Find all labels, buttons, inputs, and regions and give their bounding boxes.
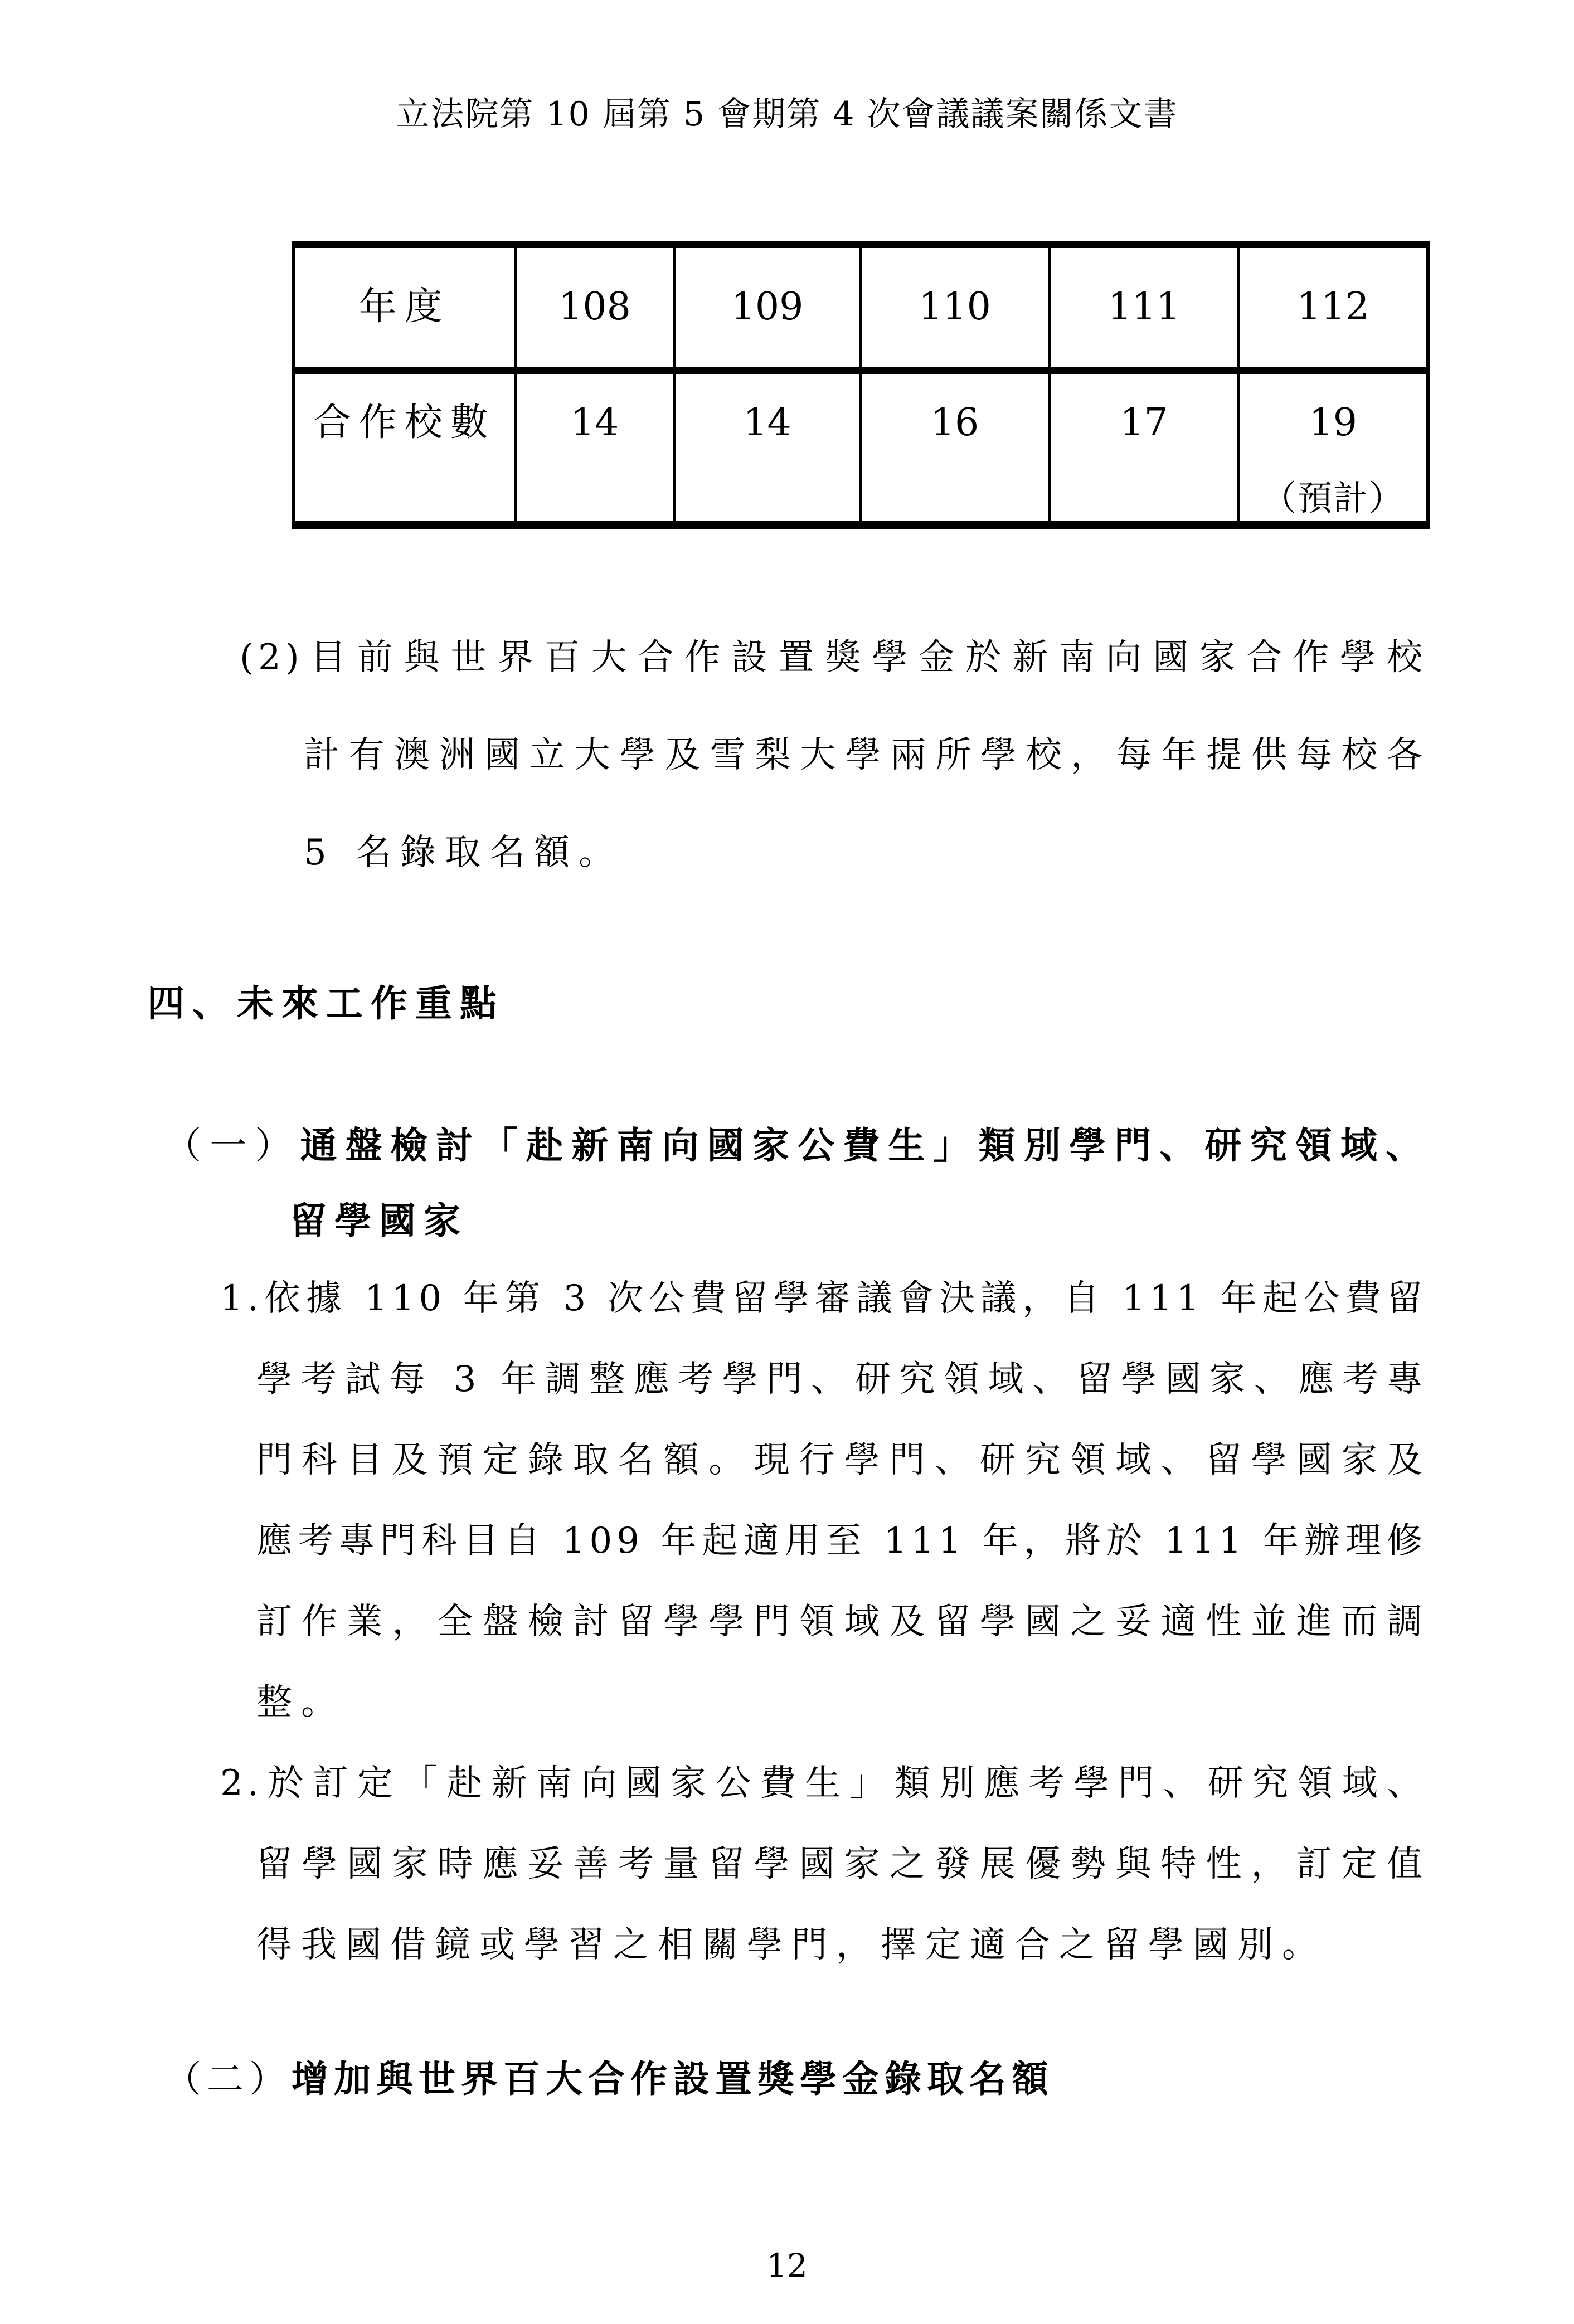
paragraph-2-line-2: 計有澳洲國立大學及雪梨大學兩所學校，每年提供每校各 [304,735,1427,776]
table-cell-count-111: 17 [1050,370,1238,525]
item-1-line-2: 學考試每 3 年調整應考學門、研究領域、留學國家、應考專 [256,1359,1427,1400]
item-1-line-1: 1.依據 110 年第 3 次公費留學審議會決議，自 111 年起公費留 [220,1278,1427,1319]
table-cell-count-109: 14 [674,370,860,525]
table-cell-year-109: 109 [674,245,860,370]
table-cell-year-108: 108 [515,245,674,370]
section-4-heading: 四、未來工作重點 [148,981,504,1025]
table-cell-count-112-value: 19 [1309,400,1358,445]
table-cell-count-label: 合作校數 [294,370,515,525]
subsection-1-marker: （一） [164,1124,300,1167]
table-cell-year-111: 111 [1050,245,1238,370]
item-1-line-6: 整。 [256,1682,346,1723]
paragraph-2-line-3: 5 名錄取名額。 [304,832,624,873]
item-1-line-5: 訂作業，全盤檢討留學學門領域及留學國之妥適性並進而調 [256,1601,1427,1642]
item-2-line-3: 得我國借鏡或學習之相關學門，擇定適合之留學國別。 [256,1924,1327,1966]
cooperation-schools-table [292,241,1430,529]
table-cell-year-112: 112 [1238,245,1428,370]
subsection-1-heading-line-2: 留學國家 [290,1199,468,1242]
table-row-school-counts [294,370,1428,525]
page-number: 12 [766,2247,808,2284]
item-1-line-3: 門科目及預定錄取名額。現行學門、研究領域、留學國家及 [256,1440,1427,1481]
table-cell-year-110: 110 [860,245,1050,370]
table-cell-year-label: 年度 [294,245,515,370]
subsection-1-heading-line-1 [164,1120,1427,1171]
subsection-2-title: 增加與世界百大合作設置獎學金錄取名額 [292,2057,1054,2101]
table-cell-count-110: 16 [860,370,1050,525]
item-1-line-4: 應考專門科目自 109 年起適用至 111 年，將於 111 年辦理修 [256,1520,1427,1562]
table-cell-count-112 [1238,370,1428,525]
item-2-line-1: 2.於訂定「赴新南向國家公費生」類別應考學門、研究領域、 [220,1763,1427,1804]
document-title-header: 立法院第 10 屆第 5 會期第 4 次會議議案關係文書 [396,95,1178,134]
subsection-1-title: 通盤檢討「赴新南向國家公費生」類別學門、研究領域、 [300,1124,1427,1167]
subsection-2-heading [164,2054,1054,2104]
table-cell-count-108: 14 [515,370,674,525]
paragraph-2-line-1: (2)目前與世界百大合作設置獎學金於新南向國家合作學校 [240,637,1427,678]
table-cell-estimate-note: （預計） [1261,477,1405,518]
item-2-line-2: 留學國家時應妥善考量留學國家之發展優勢與特性，訂定值 [256,1844,1427,1885]
subsection-2-marker: （二） [164,2058,292,2101]
table-row-years [294,245,1428,370]
